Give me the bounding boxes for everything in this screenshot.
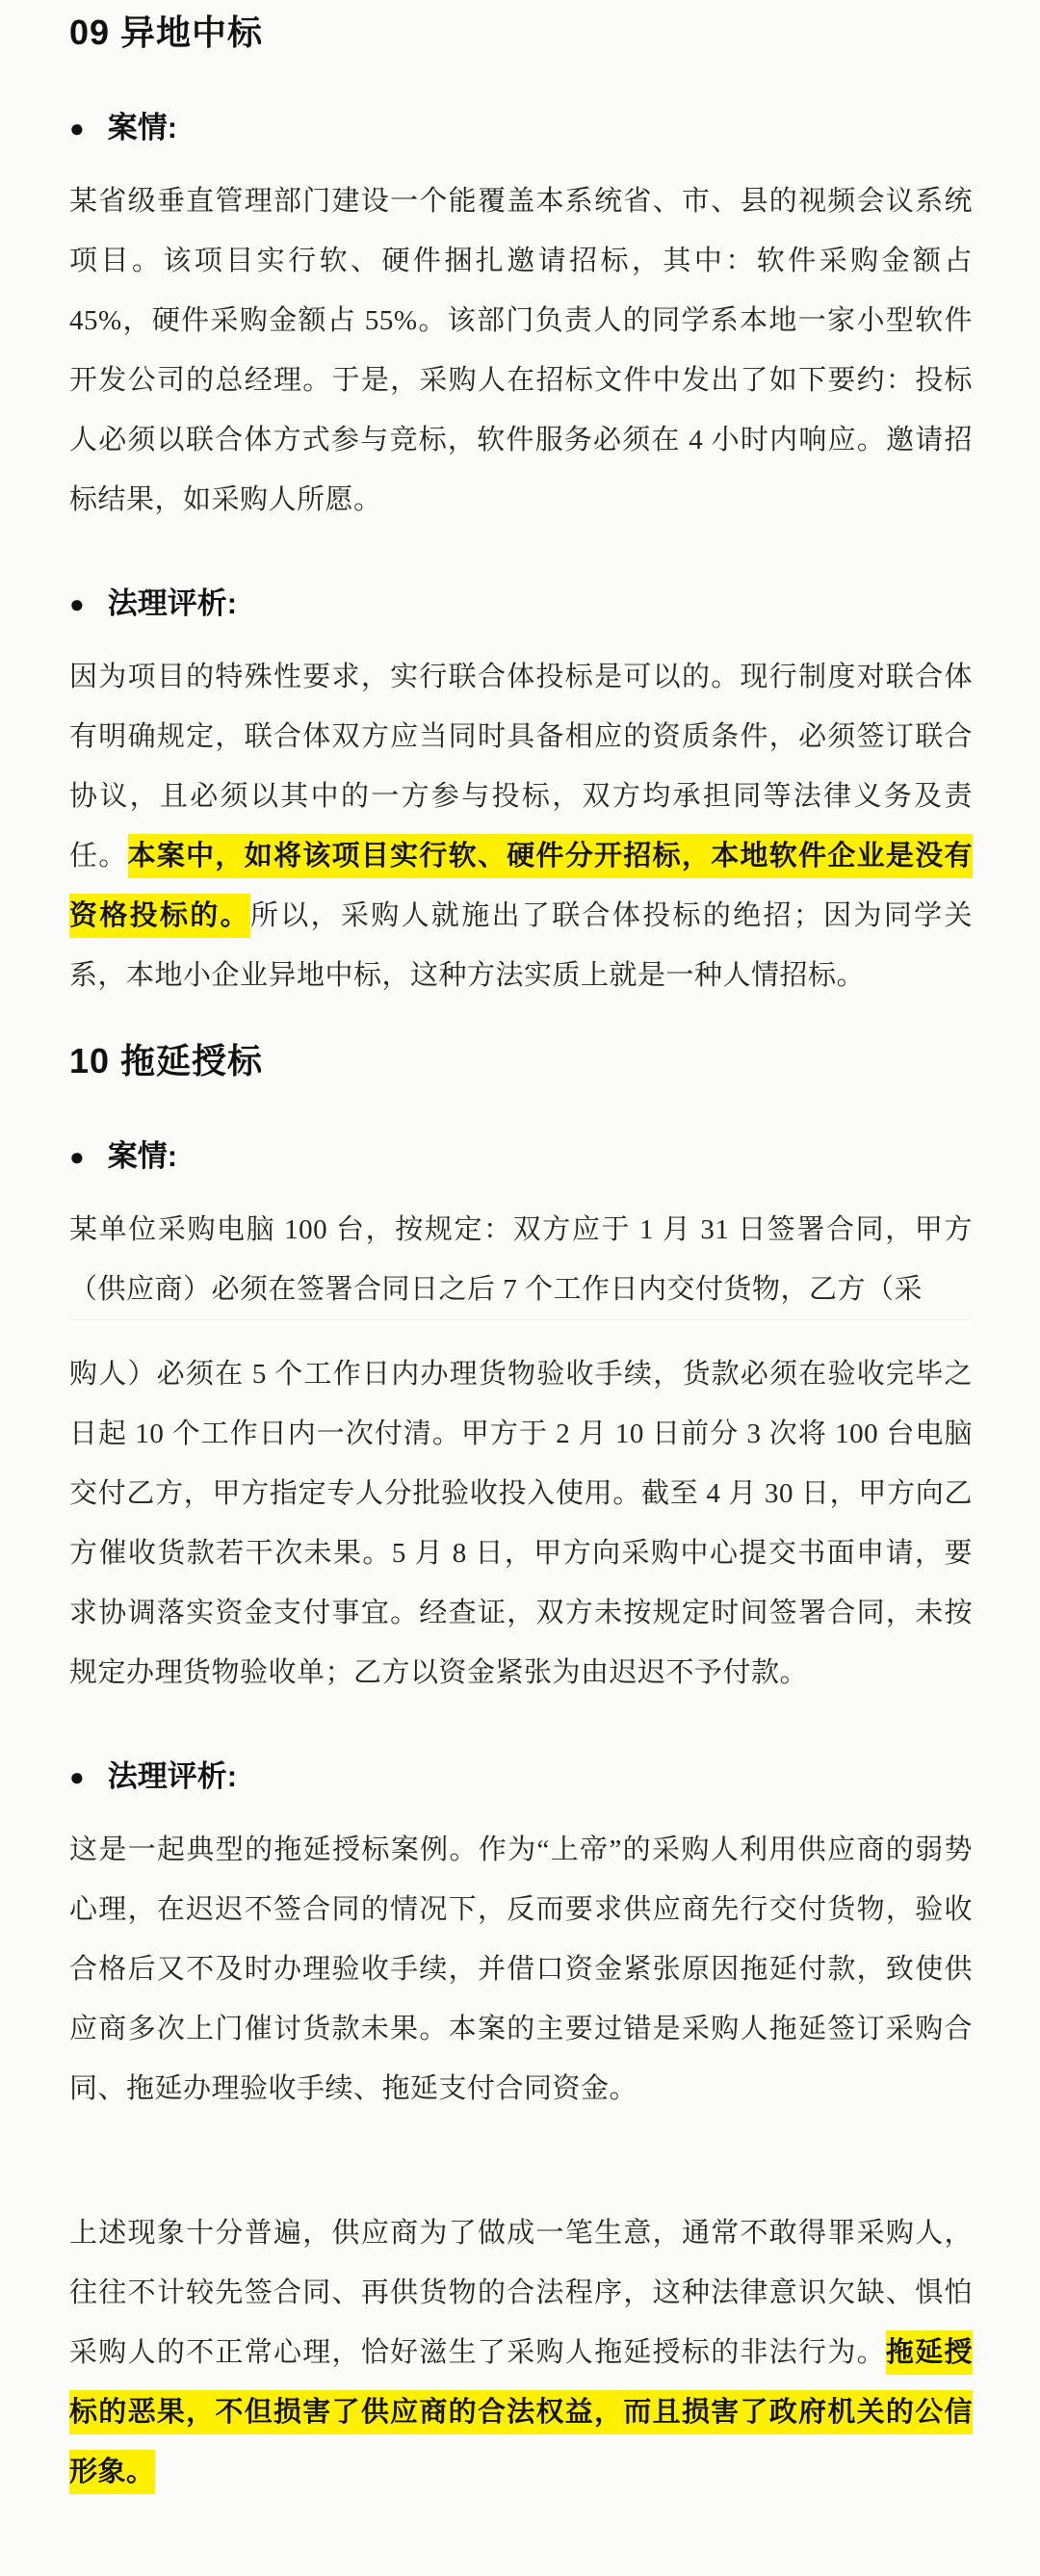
page-break-gap <box>69 1319 973 1344</box>
section-10-case-paragraph-part1: 某单位采购电脑 100 台，按规定：双方应于 1 月 31 日签署合同，甲方（供应商）必须在签署合同日之后 7 个工作日内交付货物，乙方（采 <box>69 1214 973 1305</box>
bullet-icon: ● <box>69 1142 85 1171</box>
analysis-heading-label: 法理评析: <box>107 586 238 620</box>
section-10-analysis-heading <box>69 1758 973 1795</box>
section-09-case-paragraph: 某省级垂直管理部门建设一个能覆盖本系统省、市、县的视频会议系统项目。该项目实行软、硬件捆扎邀请招标，其中：软件采购金额占 45%，硬件采购金额占 55%。该部门负责人的同学系本地一家小型软件开发公司的总经理。于是，采购人在招标文件中发出了如下要约：投标人必须以联合体方式参与竞标，软件服务必须在 4 小时内响应。邀请招标结果，如采购人所愿。 <box>69 186 973 515</box>
section-10-case-paragraph-part2: 购人）必须在 5 个工作日内办理货物验收手续，货款必须在验收完毕之日起 10 个工作日内一次付清。甲方于 2 月 10 日前分 3 次将 100 台电脑交付乙方，甲方指定专人分批验收投入使用。截至 4 月 30 日，甲方向乙方催收货款若干次未果。5 月 8 日，甲方向采购中心提交书面申请，要求协调落实资金支付事宜。经查证，双方未按规定时间签署合同，未按规定办理货物验收单；乙方以资金紧张为由迟迟不予付款。 <box>69 1359 973 1688</box>
analysis-heading-label: 法理评析: <box>107 1759 238 1793</box>
section-09-analysis-paragraph <box>69 647 973 1005</box>
analysis-text-run: 因为项目的特殊性要求，实行联合体投标是可以的。现行制度对联合体有明确规定，联合体双方应当同时具备相应的资质条件，必须签订联合协议，且必须以其中的一方参与投标，双方均承担同等法律义务及责任。 <box>69 662 973 872</box>
bullet-icon: ● <box>69 1762 85 1791</box>
bullet-icon: ● <box>69 589 85 618</box>
section-09-analysis-heading <box>69 585 973 622</box>
section-10 <box>69 1040 973 2502</box>
analysis-text-run: 所以，采购人就施出了联合体投标的绝招；因为同学关系，本地小企业异地中标，这种方法实质上就是一种人情招标。 <box>69 900 973 991</box>
section-09-case-heading <box>69 110 973 146</box>
section-09 <box>69 12 973 1005</box>
case-heading-label: 案情: <box>107 1139 178 1173</box>
section-10-analysis-paragraph-2 <box>69 2203 973 2502</box>
case-heading-label: 案情: <box>107 111 178 144</box>
section-09-title: 09 异地中标 <box>69 13 264 52</box>
highlighted-text: 拖延授标的恶果，不但损害了供应商的合法权益，而且损害了政府机关的公信形象。 <box>69 2330 973 2494</box>
highlighted-text: 本案中，如将该项目实行软、硬件分开招标，本地软件企业是没有资格投标的。 <box>69 834 973 938</box>
section-10-analysis-paragraph-1: 这是一起典型的拖延授标案例。作为“上帝”的采购人利用供应商的弱势心理，在迟迟不签合同的情况下，反而要求供应商先行交付货物，验收合格后又不及时办理验收手续，并借口资金紧张原因拖延付款，致使供应商多次上门催讨货款未果。本案的主要过错是采购人拖延签订采购合同、拖延办理验收手续、拖延支付合同资金。 <box>69 1834 973 2104</box>
section-10-title: 10 拖延授标 <box>69 1041 264 1080</box>
analysis-text-run: 上述现象十分普遍，供应商为了做成一笔生意，通常不敢得罪采购人，往往不计较先签合同、再供货物的合法程序，这种法律意识欠缺、惧怕采购人的不正常心理，恰好滋生了采购人拖延授标的非法行为。 <box>69 2218 973 2368</box>
section-10-case-heading <box>69 1138 973 1175</box>
bullet-icon: ● <box>69 114 85 143</box>
